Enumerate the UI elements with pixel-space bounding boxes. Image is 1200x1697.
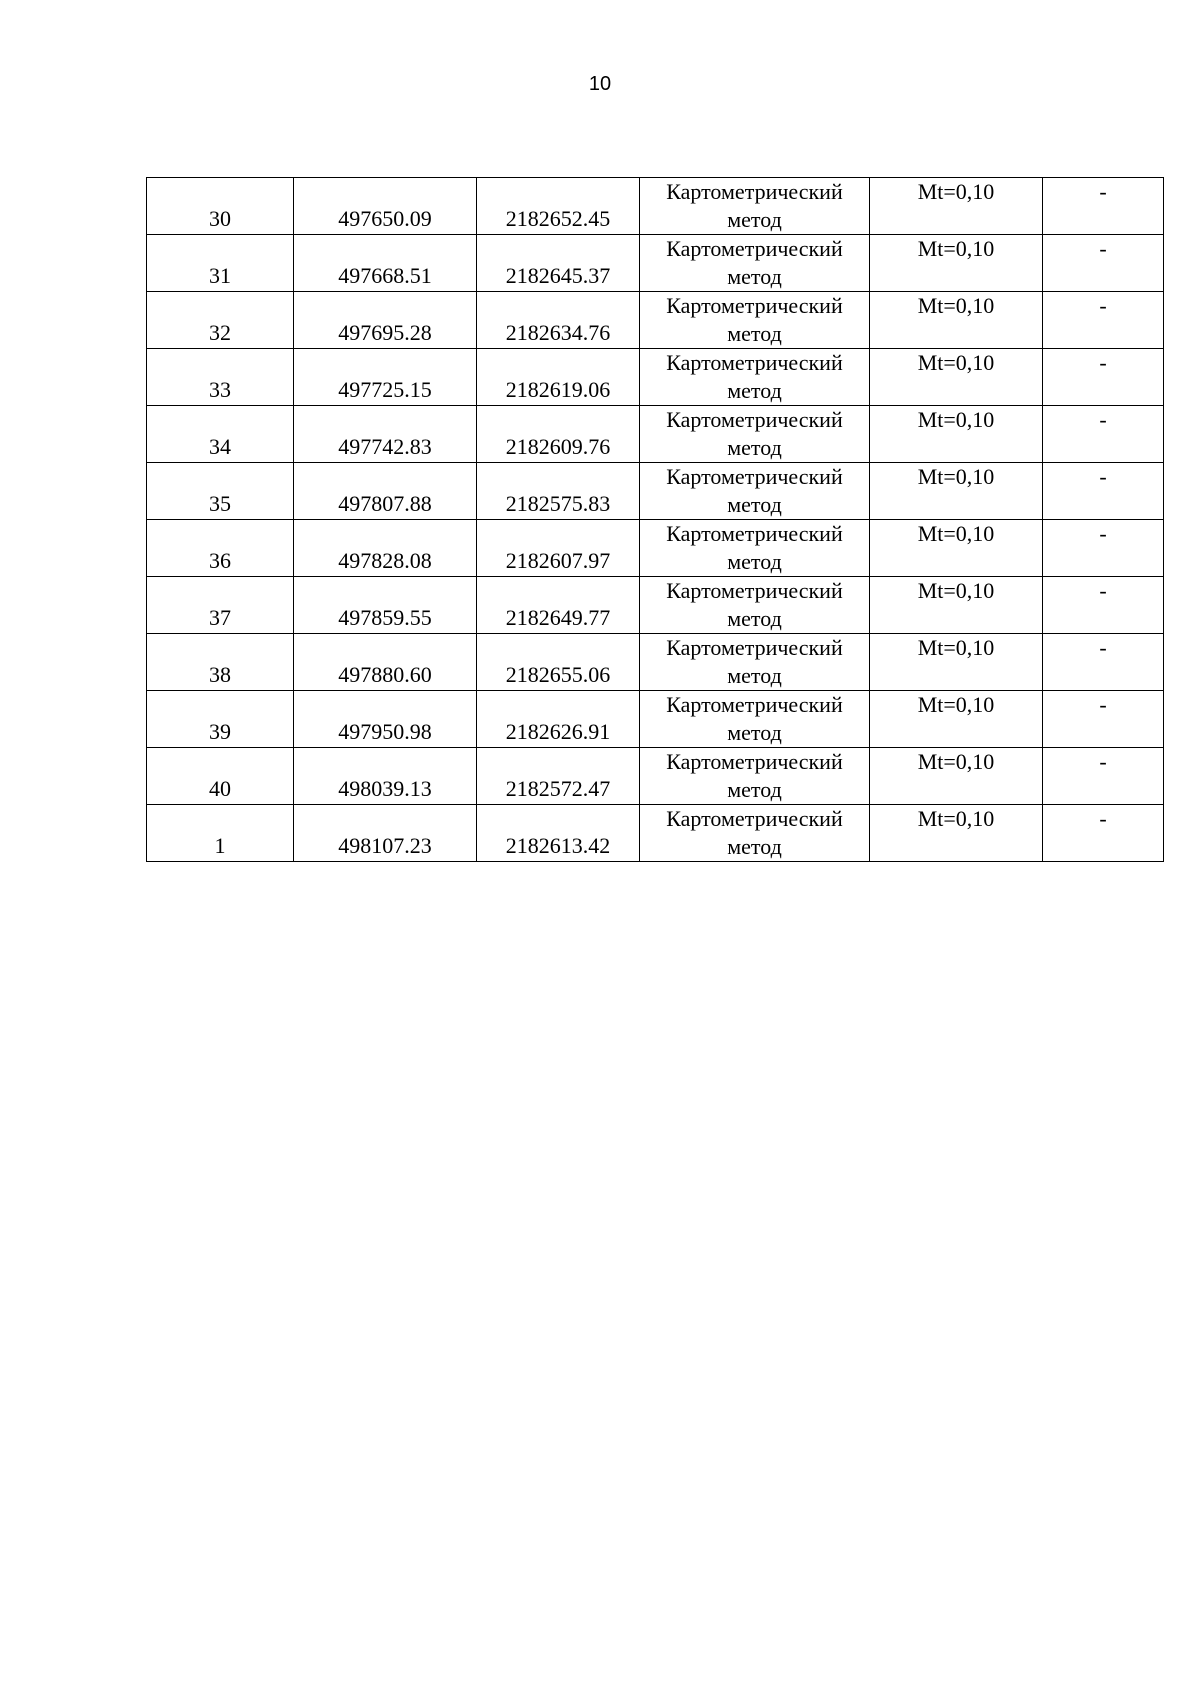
description-cell: - — [1043, 349, 1164, 406]
accuracy-cell: Mt=0,10 — [870, 463, 1043, 520]
x-coordinate-cell: 497695.28 — [294, 292, 477, 349]
point-number-cell: 38 — [147, 634, 294, 691]
coordinates-table — [146, 177, 1164, 862]
x-coordinate-cell: 497668.51 — [294, 235, 477, 292]
point-number-cell: 40 — [147, 748, 294, 805]
y-coordinate-cell: 2182607.97 — [477, 520, 640, 577]
accuracy-cell: Mt=0,10 — [870, 292, 1043, 349]
x-coordinate-cell: 497742.83 — [294, 406, 477, 463]
method-cell: Картометрический метод — [640, 634, 870, 691]
y-coordinate-cell: 2182572.47 — [477, 748, 640, 805]
method-cell: Картометрический метод — [640, 349, 870, 406]
accuracy-cell: Mt=0,10 — [870, 349, 1043, 406]
point-number-cell: 30 — [147, 178, 294, 235]
table-body — [147, 178, 1164, 862]
accuracy-cell: Mt=0,10 — [870, 577, 1043, 634]
accuracy-cell: Mt=0,10 — [870, 634, 1043, 691]
accuracy-cell: Mt=0,10 — [870, 178, 1043, 235]
x-coordinate-cell: 497880.60 — [294, 634, 477, 691]
description-cell: - — [1043, 691, 1164, 748]
description-cell: - — [1043, 520, 1164, 577]
table-row — [147, 691, 1164, 748]
method-cell: Картометрический метод — [640, 292, 870, 349]
table-row — [147, 235, 1164, 292]
method-cell: Картометрический метод — [640, 748, 870, 805]
x-coordinate-cell: 497807.88 — [294, 463, 477, 520]
description-cell: - — [1043, 235, 1164, 292]
page-number: 10 — [588, 73, 612, 95]
table-row — [147, 577, 1164, 634]
point-number-cell: 34 — [147, 406, 294, 463]
method-cell: Картометрический метод — [640, 520, 870, 577]
method-cell: Картометрический метод — [640, 463, 870, 520]
table-row — [147, 634, 1164, 691]
y-coordinate-cell: 2182575.83 — [477, 463, 640, 520]
description-cell: - — [1043, 805, 1164, 862]
x-coordinate-cell: 497828.08 — [294, 520, 477, 577]
y-coordinate-cell: 2182634.76 — [477, 292, 640, 349]
description-cell: - — [1043, 292, 1164, 349]
point-number-cell: 33 — [147, 349, 294, 406]
x-coordinate-cell: 498107.23 — [294, 805, 477, 862]
y-coordinate-cell: 2182619.06 — [477, 349, 640, 406]
y-coordinate-cell: 2182609.76 — [477, 406, 640, 463]
method-cell: Картометрический метод — [640, 805, 870, 862]
x-coordinate-cell: 497650.09 — [294, 178, 477, 235]
table-row — [147, 406, 1164, 463]
x-coordinate-cell: 498039.13 — [294, 748, 477, 805]
table-row — [147, 292, 1164, 349]
table-row — [147, 805, 1164, 862]
method-cell: Картометрический метод — [640, 577, 870, 634]
y-coordinate-cell: 2182626.91 — [477, 691, 640, 748]
table-row — [147, 520, 1164, 577]
table-row — [147, 178, 1164, 235]
description-cell: - — [1043, 463, 1164, 520]
x-coordinate-cell: 497725.15 — [294, 349, 477, 406]
x-coordinate-cell: 497859.55 — [294, 577, 477, 634]
point-number-cell: 32 — [147, 292, 294, 349]
description-cell: - — [1043, 577, 1164, 634]
method-cell: Картометрический метод — [640, 178, 870, 235]
y-coordinate-cell: 2182652.45 — [477, 178, 640, 235]
description-cell: - — [1043, 634, 1164, 691]
method-cell: Картометрический метод — [640, 406, 870, 463]
accuracy-cell: Mt=0,10 — [870, 235, 1043, 292]
accuracy-cell: Mt=0,10 — [870, 520, 1043, 577]
description-cell: - — [1043, 178, 1164, 235]
accuracy-cell: Mt=0,10 — [870, 691, 1043, 748]
method-cell: Картометрический метод — [640, 691, 870, 748]
point-number-cell: 39 — [147, 691, 294, 748]
accuracy-cell: Mt=0,10 — [870, 748, 1043, 805]
point-number-cell: 1 — [147, 805, 294, 862]
point-number-cell: 31 — [147, 235, 294, 292]
y-coordinate-cell: 2182645.37 — [477, 235, 640, 292]
point-number-cell: 36 — [147, 520, 294, 577]
y-coordinate-cell: 2182649.77 — [477, 577, 640, 634]
description-cell: - — [1043, 406, 1164, 463]
point-number-cell: 35 — [147, 463, 294, 520]
description-cell: - — [1043, 748, 1164, 805]
table-row — [147, 463, 1164, 520]
table-row — [147, 748, 1164, 805]
table-row — [147, 349, 1164, 406]
accuracy-cell: Mt=0,10 — [870, 406, 1043, 463]
point-number-cell: 37 — [147, 577, 294, 634]
x-coordinate-cell: 497950.98 — [294, 691, 477, 748]
y-coordinate-cell: 2182655.06 — [477, 634, 640, 691]
accuracy-cell: Mt=0,10 — [870, 805, 1043, 862]
y-coordinate-cell: 2182613.42 — [477, 805, 640, 862]
method-cell: Картометрический метод — [640, 235, 870, 292]
